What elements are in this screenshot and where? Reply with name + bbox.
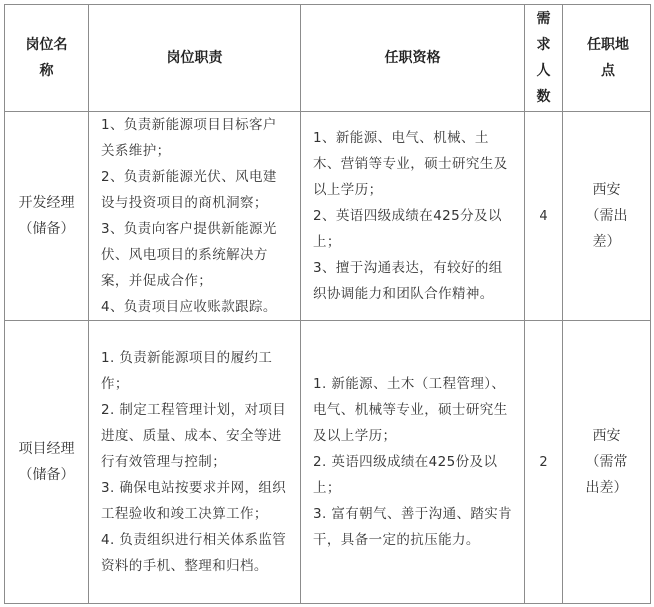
job-name: 开发经理（储备） — [18, 195, 75, 237]
header-location-cell — [563, 5, 651, 112]
qualifications-cell — [301, 321, 525, 604]
header-count-cell — [525, 5, 563, 112]
job-location: 西安（需出差） — [585, 182, 628, 250]
header-name: 岗位名称 — [25, 37, 68, 79]
duty-item: 3. 确保电站按要求并网，组织工程验收和竣工决算工作； — [101, 480, 287, 522]
job-name: 项目经理（储备） — [18, 441, 75, 483]
qualification-item: 1. 新能源、土木（工程管理）、电气、机械等专业，硕士研究生及以上学历； — [313, 376, 508, 444]
qualifications-cell — [301, 112, 525, 321]
header-qualifications-cell — [301, 5, 525, 112]
headcount: 2 — [539, 454, 548, 470]
duty-item: 4. 负责组织进行相关体系监管资料的手机、整理和归档。 — [101, 532, 287, 574]
header-row — [5, 5, 651, 112]
headcount: 4 — [539, 208, 548, 224]
duty-item: 1. 负责新能源项目的履约工作； — [101, 350, 273, 392]
duty-item: 2、负责新能源光伏、风电建设与投资项目的商机洞察； — [101, 169, 277, 211]
duty-item: 1、负责新能源项目目标客户关系维护； — [101, 117, 277, 159]
job-table — [4, 4, 651, 604]
count-cell — [525, 321, 563, 604]
count-cell — [525, 112, 563, 321]
job-location: 西安（需常出差） — [585, 428, 628, 496]
qualification-item: 2、英语四级成绩在425分及以上； — [313, 208, 502, 250]
duties-cell — [89, 321, 301, 604]
duties-cell — [89, 112, 301, 321]
qualification-item: 3、擅于沟通表达，有较好的组织协调能力和团队合作精神。 — [313, 260, 503, 302]
header-name-cell — [5, 5, 89, 112]
location-cell — [563, 321, 651, 604]
location-cell — [563, 112, 651, 321]
duty-item: 3、负责向客户提供新能源光伏、风电项目的系统解决方案，并促成合作； — [101, 221, 277, 289]
header-qualifications: 任职资格 — [384, 50, 441, 66]
qualification-item: 1、新能源、电气、机械、土木、营销等专业，硕士研究生及以上学历； — [313, 130, 508, 198]
qualification-item: 3. 富有朝气、善于沟通、踏实肯干，具备一定的抗压能力。 — [313, 506, 513, 548]
header-count: 需求人数 — [536, 11, 551, 105]
job-name-cell — [5, 112, 89, 321]
job-name-cell — [5, 321, 89, 604]
header-location: 任职地点 — [587, 37, 629, 79]
table-row — [5, 112, 651, 321]
header-duties-cell — [89, 5, 301, 112]
table-row — [5, 321, 651, 604]
duty-item: 4、负责项目应收账款跟踪。 — [101, 299, 277, 315]
qualification-item: 2. 英语四级成绩在425份及以上； — [313, 454, 498, 496]
duty-item: 2. 制定工程管理计划，对项目进度、质量、成本、安全等进行有效管理与控制； — [101, 402, 287, 470]
header-duties: 岗位职责 — [166, 50, 223, 66]
